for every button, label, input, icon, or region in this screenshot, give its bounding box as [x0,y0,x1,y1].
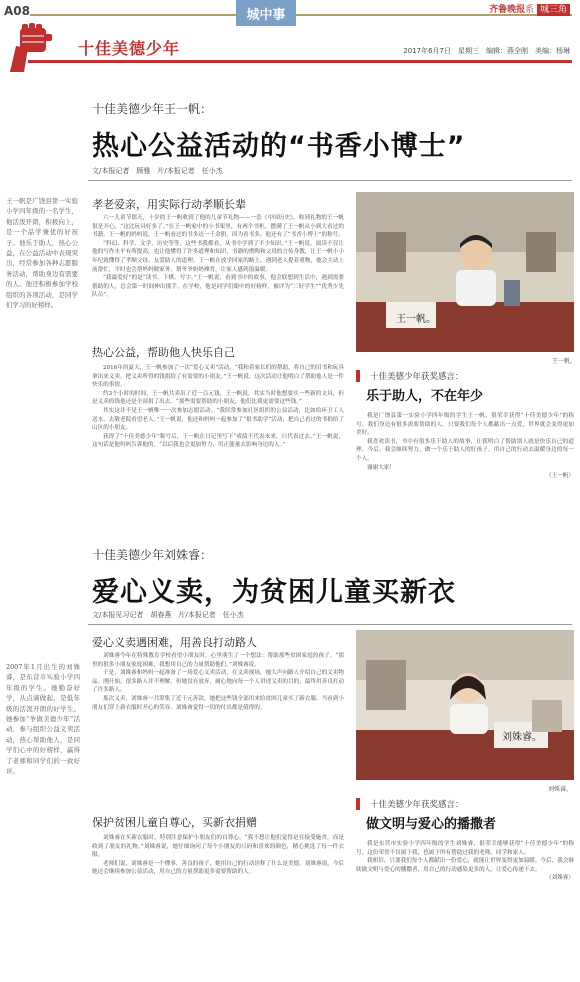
article2-divider [88,624,572,625]
article1-divider [88,180,572,181]
brand-name: 齐鲁晚报 [489,5,526,15]
banner-rule [28,60,572,63]
article2-photo [356,630,574,780]
article1-quote-title: 乐于助人，不在年少 [366,389,484,404]
brand-box: 城三角 [537,4,570,16]
photo-girl-illustration [356,630,574,780]
article1-byline: 文/本报记者 顾雅 片/本报记者 任小杰 [92,167,223,175]
article1-photo [356,192,574,352]
article2-quote-kicker: 十佳美德少年获奖感言： [356,798,574,810]
article2-para-3: 那次义卖，刘姝睿一共筹集了近千元善款，她把这些钱全部用来给贫困儿童买了新衣服。当看到小朋友们穿上新衣服时开心的笑容，刘姝睿觉得一切的付出都是值得的。 [92,695,344,711]
article2-subhead-2: 保护贫困儿童自尊心，买新衣捐赠 [92,816,257,829]
article2-quote-body [356,840,574,883]
article2-para-2: 于是，刘姝睿和妈妈一起准备了一场爱心义卖活动，在义卖现场，她大声向路人介绍自己的义卖物品。刚开始，很多路人并不理解，但她没有放弃，耐心地向每一个人讲述义卖的目的，最终用善良打动了许多路人。 [92,670,344,694]
article2-body-2 [92,834,344,974]
article1-kicker: 十佳美德少年王一帆： [92,102,213,116]
article2-headline: 爱心义卖，为贫困儿童买新衣 [92,577,456,608]
article1-para-3: “我最爱好”的是“读书、下棋、写字。”王一帆说，看到书中的故事，他会联想到生活中，遇到需要帮助的人，总会第一时间伸出援手。在学校，他是同学们眼中的好榜样，被评为“三好学生”“优秀少先队员”。 [92,275,344,299]
article1-quote-body [356,412,574,481]
dateline: 2017年6月7日 星期三 编辑：燕全刚 美编：杨琳 [403,47,570,55]
article2-sidebar: 2007年1月出生的刘姝睿，是东营市实验小学四年级的学生。她勤奋好学，从点滴做起，是低年级的活泼开朗的好学生。她参加“争做美德少年”活动，参与组织公益义卖活动，热心帮助他人，是同学们心中的好榜样，赢得了老师和同学们的一致好评。 [6,663,80,776]
brand-suffix: 系 [525,5,535,15]
article2-body-1 [92,652,344,802]
section-tab: 城中事 [236,0,296,26]
article1-subhead-1: 孝老爱亲，用实际行动孝顺长辈 [92,198,246,211]
article1-para-6: 其实这并不是王一帆唯一一次参加志愿活动。“我经常参加社区组织的公益活动，比如给环卫工人送水、去敬老院看望老人。”王一帆说，他还和妈妈一起参加了“捐书助学”活动，把自己看过的书捐给了山区的小朋友。 [92,407,344,432]
article2-quote-sign: （刘姝睿） [546,875,574,882]
article1-quote-box [356,370,574,481]
article2-para-1: 刘姝睿今年在特殊教育学校看望小朋友时，心里萌生了一个想法：帮助那些贫困家庭的孩子。“那里的很多小朋友家庭困难，我想用自己的力量帮助他们。”刘姝睿说。 [92,653,344,668]
article1-quote-para-3: 谢谢大家！ [367,464,395,471]
article1-para-5: 约3个小时的时间，王一帆共卖出了近一百元钱，王一帆说，其实当时他想要买一些新的文具，但是义卖的钱他还是全部捐了出去。“那些需要帮助的小朋友，他们比我更需要这些钱。” [92,390,344,406]
article1-quote-sign: （王一帆） [546,473,574,480]
photo-nameplate-1: 王一帆。 [396,314,436,325]
article1-headline: 热心公益活动的“书香小博士” [92,131,466,162]
article1-subhead-2: 热心公益，帮助他人快乐自己 [92,346,235,359]
article1-photo-caption: 王一帆。 [552,358,577,365]
article2-quote-box [356,798,574,883]
article1-para-7: 获得了“十佳美德少年”称号后，王一帆在日记里写下“成绩不代表未来，只代表过去。”王一帆说，这句话是他妈妈告诉他的，“以后我也会更加努力，用正能量去影响身边的人。” [92,433,344,449]
article1-quote-para-2: 我喜欢读书，书中有很多乐于助人的故事，让我明白了帮助别人就是快乐自己的道理。今后，我会继续努力，做一个乐于助人的好孩子，用自己的行动去温暖身边的每一个人。 [356,438,574,462]
article2-para-4: 刘姝睿在买新衣服时，特别注意保护小朋友们的自尊心。“我不想让他们觉得是在接受施舍，而是收到了朋友的礼物。”刘姝睿说，她仔细询问了每个小朋友的尺码和喜欢的颜色，精心挑选了每一件衣服。 [92,835,344,859]
article2-subhead-1: 爱心义卖遇困难，用善良打动路人 [92,636,257,649]
photo-boy-illustration [356,192,574,352]
article2-quote-para-1: 我是东营市实验小学四年级的学生刘姝睿，很荣幸能够获得“十佳美德少年”的称号。这份荣誉不仅属于我，也属于所有帮助过我的老师、同学和家人。 [356,841,574,856]
brand [489,2,570,15]
article1-quote-kicker: 十佳美德少年获奖感言： [356,370,574,382]
article1-quote-para-1: 我是广饶县第一实验小学四年级的学生王一帆，很荣幸获得“十佳美德少年”的称号。我们身边有很多需要帮助的人，只要我们每个人都献出一点爱，世界就会变得更加美好。 [356,413,574,437]
article2-para-5: 老师们说，刘姝睿是一个懂事、善良的孩子，她用自己的行动诠释了什么是美德。刘姝睿说，今后她还会继续参加公益活动，用自己的力量帮助更多需要帮助的人。 [92,860,344,876]
photo-nameplate-2: 刘姝睿。 [502,732,542,743]
article2-kicker: 十佳美德少年刘姝睿： [92,548,213,562]
article1-sidebar: 王一帆是广饶县第一实验小学四年级的一名学生，他活泼开朗，积极向上，是一个品学兼优的好孩子。他乐于助人，热心公益，在公益活动中表现突出，经常参加各种志愿服务活动，帮助身边有需要的人。他还积极参加学校组织的各项活动，是同学们学习的好榜样。 [6,197,78,310]
article1-para-2: “科幻、科学、文学、历史等等，这些书我都看，从书中学到了不少知识。”王一帆说，阅读不仅让他的写作水平有所提高，也让他懂得了许多道理和知识。书籍的熏陶和父母的言传身教，让王一帆小小年纪就懂得了孝顺父母、友爱助人的道理。王一帆在放学回家的路上，遇到老人提着重物，他会主动上前帮忙，平时也会帮妈妈做家务，帮爷爷奶奶捶背，让家人感到很温暖。 [92,240,344,273]
fist-icon [6,22,64,74]
article2-quote-para-2: 我相信，只要我们每个人都献出一份爱心，就能让世界变得更加温暖。今后，我会继续做文明与爱心的播撒者，用自己的行动感染更多的人，让爱心传递下去。 [356,858,574,873]
article1-para-1: 六一儿童节那天，十岁的王一帆收到了他的儿童节礼物——一套《中国历史》。收到礼物的王一帆很是开心，“这比玩具好多了。”在王一帆家中的小书架里，有两个书柜，摆满了王一帆从小到大看过的书籍。王一帆的妈妈说，王一帆看过的书多达一千余册，因为看书多，他还有了“书香小博士”的称号。 [92,215,344,239]
article1-para-4: 2016年的夏天，王一帆参加了一次“爱心义卖”活动。“我和着家长们的帮助，将自己的旧书和玩具拿出来义卖，把义卖所得的钱捐给了有需要的小朋友。”王一帆说，这次活动让他明白了帮助他人是一件快乐的事情。 [92,365,344,389]
article1-body-1 [92,214,344,332]
article2-byline: 文/本报见习记者 胡春燕 片/本报记者 任小杰 [92,611,244,619]
page-number: A08 [4,4,30,18]
article2-quote-title: 做文明与爱心的播撒者 [366,817,497,832]
banner-title: 十佳美德少年 [78,39,181,58]
article2-photo-caption: 刘姝睿。 [548,786,573,793]
article1-body-2 [92,364,344,524]
